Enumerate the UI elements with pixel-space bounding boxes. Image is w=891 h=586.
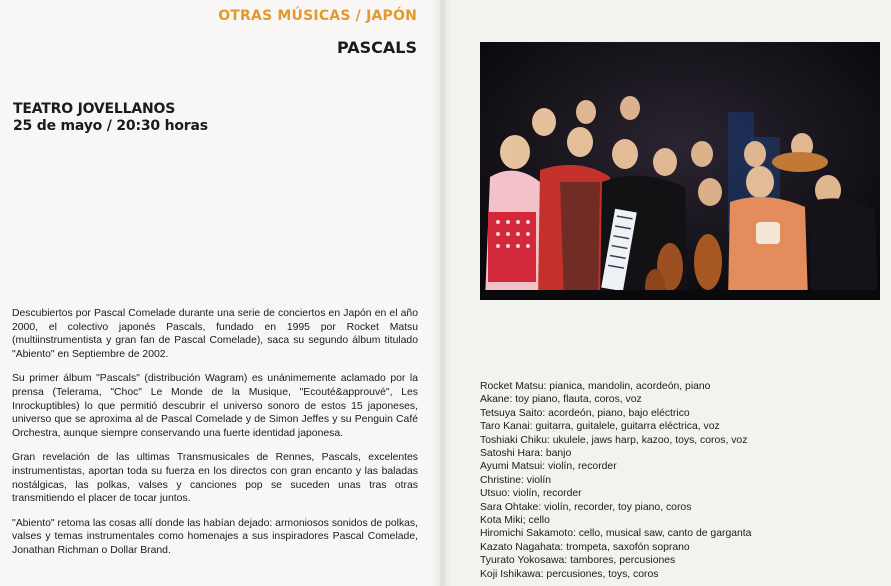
concert-title: PASCALS xyxy=(336,38,417,57)
credit-line: Sara Ohtake: violín, recorder, toy piano, coros xyxy=(480,501,692,513)
credit-line: Tyurato Yokosawa: tambores, percusiones xyxy=(480,555,676,567)
credit-line: Utsuo: violín, recorder xyxy=(480,488,582,500)
credit-line: Toshiaki Chiku: ukulele, jaws harp, kazoo, toys, coros, voz xyxy=(480,434,748,446)
credit-line: Rocket Matsu: pianica, mandolin, acordeón, piano xyxy=(480,381,711,392)
credit-line: Ayumi Matsui: violín, recorder xyxy=(480,461,617,473)
page-gutter xyxy=(432,0,450,586)
band-photo xyxy=(480,42,880,300)
paragraph: Su primer álbum "Pascals" (distribución Wagram) es unánimemente aclamado por la prensa (Telerama, "Choc" Le Monde de la Musique, "Ecouté&approuvé", Les Inrockuptibles) lo que permitió descubrir el universo sonoro de estos 15 japoneses, universo que se aproxima al de Pascal Comelade y de Simon Jeffes y su Penguin Café Orchestra, aunque siempre conservando una fuerte identidad japonesa. xyxy=(12,373,418,439)
credit-line: Hiromichi Sakamoto: cello, musical saw, canto de garganta xyxy=(480,528,752,540)
credit-line: Satoshi Hara: banjo xyxy=(480,448,572,460)
article-body xyxy=(12,307,418,569)
venue-block xyxy=(13,101,208,135)
band-photo-icon xyxy=(480,42,880,300)
venue-datetime: 25 de mayo / 20:30 horas xyxy=(13,118,208,134)
credit-line: Akane: toy piano, flauta, coros, voz xyxy=(480,394,642,406)
venue-name: TEATRO JOVELLANOS xyxy=(13,101,176,117)
credit-line: Kazato Nagahata: trompeta, saxofón soprano xyxy=(480,541,690,553)
credit-line: Koji Ishikawa: percusiones, toys, coros xyxy=(480,568,659,580)
paragraph: Descubiertos por Pascal Comelade durante una serie de conciertos en Japón en el año 2000, el colectivo japonés Pascals, fundado en 1995 por Rocket Matsu (multiinstrumentista y gran fan de Pascal Comelade), saca su segundo álbum titulado "Abiento" en Septiembre de 2002. xyxy=(12,308,418,360)
credit-line: Kota Miki; cello xyxy=(480,515,550,527)
credit-line: Christine: violín xyxy=(480,474,552,486)
credit-line: Taro Kanai: guitarra, guitalele, guitarra eléctrica, voz xyxy=(480,421,720,433)
paragraph: "Abiento" retoma las cosas allí donde las habían dejado: armoniosos sonidos de polkas, valses y temas instrumentales como homenajes a sus inspiradores Pascal Comelade, Jonathan Richman o Dollar Brand. xyxy=(12,517,418,556)
credit-line: Tetsuya Saito: acordeón, piano, bajo eléctrico xyxy=(480,407,690,419)
performer-credits xyxy=(480,380,751,581)
paragraph: Gran revelación de las ultimas Transmusicales de Rennes, Pascals, excelentes instrumentistas, aportan toda su fuerza en los directos con gran encanto y las baladas nostálgicas, las polkas, valses y canciones pop se suceden unas tras otras transmitiendo el placer de tocar juntos. xyxy=(12,452,418,505)
section-label: OTRAS MÚSICAS / JAPÓN xyxy=(218,8,417,24)
